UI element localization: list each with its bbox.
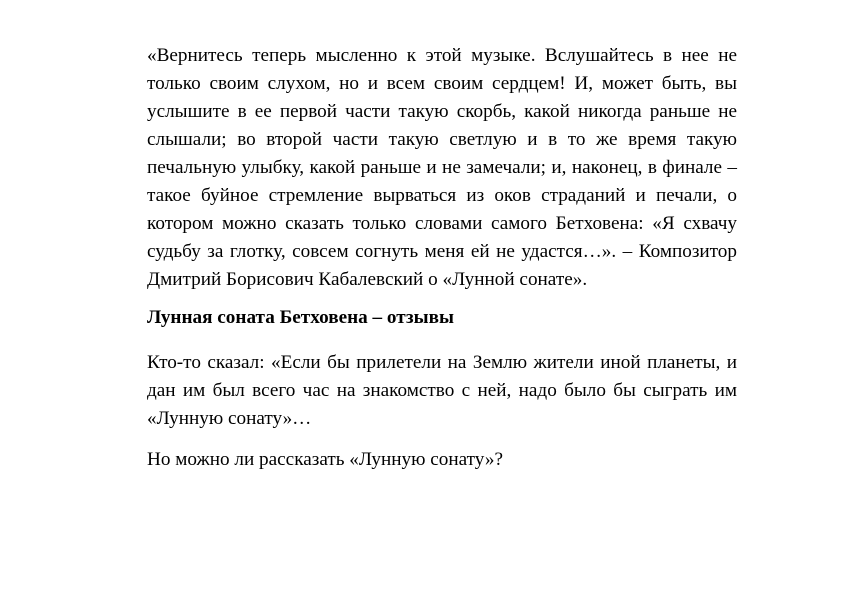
- paragraph-question: Но можно ли рассказать «Лунную сонату»?: [147, 449, 503, 470]
- document-page: [147, 42, 737, 474]
- section-heading: Лунная соната Бетховена – отзывы: [147, 307, 454, 328]
- paragraph-alien-quote: Кто-то сказал: «Если бы прилетели на Землю жители иной планеты, и дан им был всего час на знакомство с ней, надо было бы сыграть им «Лунную сонату»…: [147, 352, 737, 429]
- quote-paragraph: «Вернитесь теперь мысленно к этой музыке. Вслушайтесь в нее не только своим слухом, но и всем своим сердцем! И, может быть, вы услышите в ее первой части такую скорбь, какой никогда раньше не слышали; во второй части такую светлую и в то же время такую печальную улыбку, какой раньше и не замечали; и, наконец, в финале – такое буйное стремление вырваться из оков страданий и печали, о котором можно сказать только словами самого Бетховена: «Я схвачу судьбу за глотку, совсем согнуть меня ей не удастся…». – Композитор Дмитрий Борисович Кабалевский о «Лунной сонате».: [147, 45, 737, 290]
